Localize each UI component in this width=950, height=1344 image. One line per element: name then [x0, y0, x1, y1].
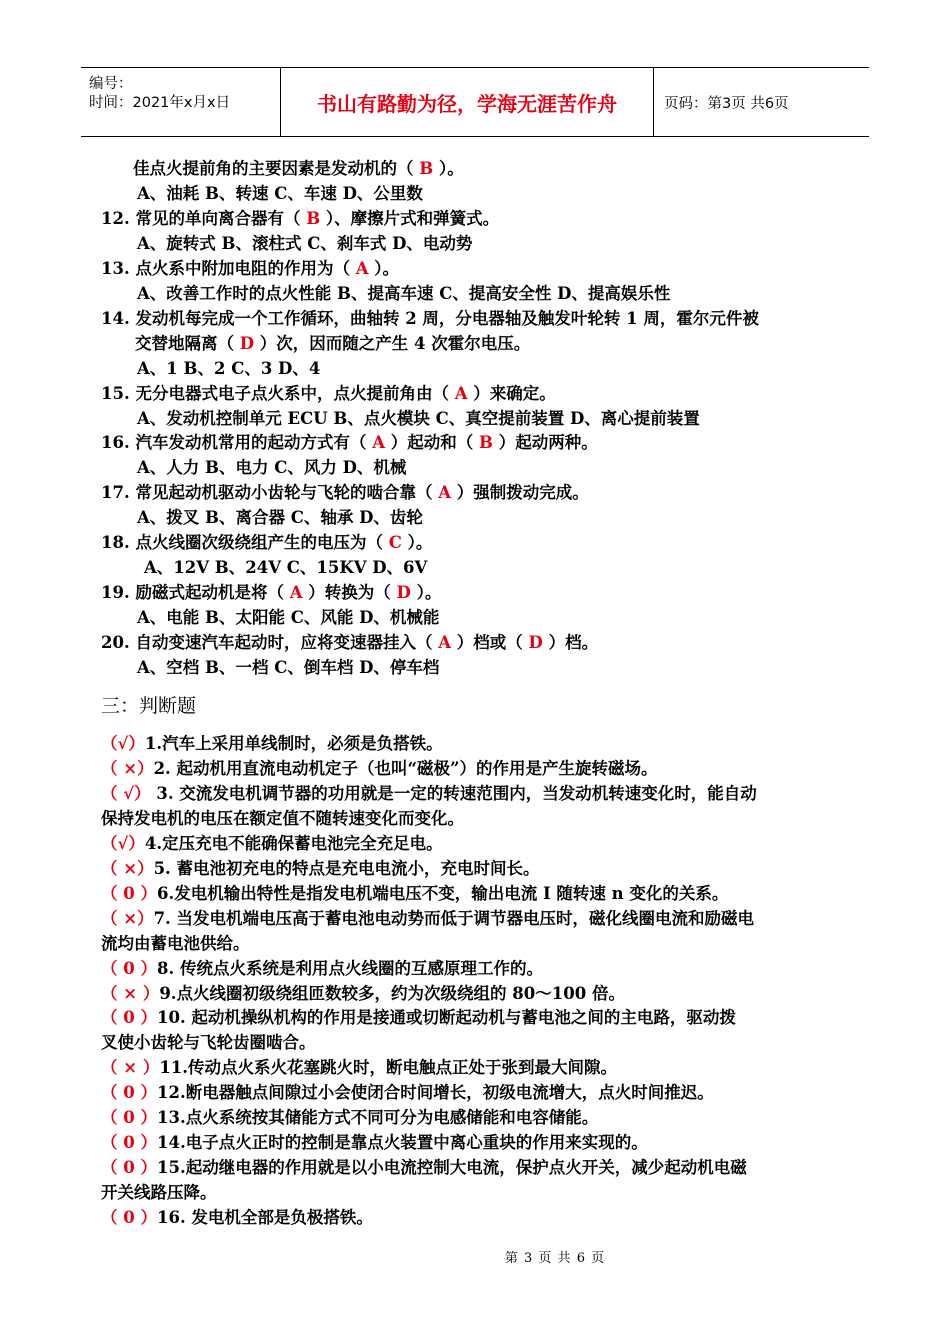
answer-letter: A: [289, 583, 303, 603]
question-text: 15. 无分电器式电子点火系中，点火提前角由（: [101, 383, 455, 403]
judgment-line: [101, 1157, 747, 1179]
question-text: ）。: [368, 258, 400, 278]
judgment-line: [101, 983, 625, 1005]
question-line: [101, 482, 589, 504]
question-line: [101, 383, 556, 405]
judgment-mark: （ 0 ）: [101, 883, 157, 903]
judgment-mark: （√）: [101, 833, 145, 853]
judgment-line: [101, 808, 464, 830]
judgment-text: 8. 传统点火系统是利用点火线圈的互感原理工作的。: [156, 958, 543, 978]
answer-letter: A: [454, 383, 468, 403]
question-text: ）。: [401, 533, 433, 553]
question-text: 16. 汽车发动机常用的起动方式有（: [101, 433, 373, 453]
answer-letter: A: [372, 433, 386, 453]
question-text: ）档或（: [451, 633, 529, 653]
question-line: [137, 607, 439, 629]
judgment-text: 开关线路压降。: [101, 1183, 217, 1203]
question-text: ）。: [410, 583, 442, 603]
header-page-code: 页码：第3页 共6页: [664, 95, 789, 112]
page-footer: [0, 1247, 950, 1266]
question-text: A、改善工作时的点火性能 B、提高车速 C、提高安全性 D、提高娱乐性: [137, 283, 671, 303]
question-line: [101, 208, 499, 230]
judgment-line: [101, 1032, 316, 1054]
judgment-text: 叉使小齿轮与飞轮齿圈啮合。: [101, 1033, 316, 1053]
judgment-text: 2. 起动机用直流电动机定子（也叫“磁极”）的作用是产生旋转磁场。: [153, 758, 658, 778]
time-label: 时间：2021年x月x日: [89, 95, 231, 111]
question-text: 19. 励磁式起动机是将（: [101, 583, 290, 603]
judgment-mark: （ √）: [101, 783, 151, 803]
question-line: [101, 258, 399, 280]
judgment-text: 6.发电机输出特性是指发电机端电压不变，输出电流 I 随转速 n 变化的关系。: [156, 883, 729, 903]
question-line: [144, 557, 427, 579]
question-line: [135, 333, 530, 355]
question-text: 14. 发动机每完成一个工作循环，曲轴转 2 周，分电器轴及触发叶轮转 1 周，霍尔元件被: [101, 308, 759, 328]
judgment-text: 1.汽车上采用单线制时，必须是负搭铁。: [144, 734, 443, 753]
judgment-line: [101, 858, 540, 880]
question-line: [137, 283, 670, 305]
question-text: ）档。: [542, 633, 599, 653]
judgment-line: [101, 1107, 598, 1129]
question-text: ）强制拨动完成。: [451, 483, 589, 503]
judgment-mark: （ × ）: [101, 1058, 160, 1078]
header-info-cell: [81, 68, 281, 136]
answer-letter: D: [396, 583, 411, 603]
judgment-mark: （ 0 ）: [101, 1108, 157, 1128]
document-header: [81, 67, 869, 137]
question-line: [137, 183, 423, 205]
question-text: 12. 常见的单向离合器有（: [101, 208, 307, 228]
question-text: A、发动机控制单元 ECU B、点火模块 C、真空提前装置 D、离心提前装置: [137, 408, 700, 428]
judgment-text: 3. 交流发电机调节器的功用就是一定的转速范围内，当发动机转速变化时，能自动: [150, 783, 757, 803]
question-line: [101, 632, 598, 654]
question-text: ）起动两种。: [492, 433, 598, 453]
question-text: ）转换为（: [302, 583, 397, 603]
judgment-text: 13.点火系统按其储能方式不同可分为电感储能和电容储能。: [156, 1108, 599, 1128]
question-text: 13. 点火系中附加电阻的作用为（: [101, 258, 356, 278]
judgment-mark: （ ×）: [101, 858, 154, 878]
judgment-mark: （ 0 ）: [101, 1158, 157, 1178]
judgment-line: [101, 1207, 373, 1229]
answer-letter: B: [479, 433, 493, 453]
judgment-line: [101, 1182, 217, 1204]
answer-letter: A: [355, 258, 369, 278]
question-line: [137, 657, 439, 679]
question-text: ）、摩擦片式和弹簧式。: [320, 208, 500, 228]
judgment-mark: （ 0 ）: [101, 1083, 157, 1103]
question-text: A、人力 B、电力 C、风力 D、机械: [137, 458, 407, 478]
judgment-text: 11.传动点火系火花塞跳火时，断电触点正处于张到最大间隙。: [159, 1058, 618, 1078]
judgment-mark: （√）: [101, 734, 145, 753]
judgment-line: [101, 1057, 617, 1079]
question-line: [101, 532, 432, 554]
answer-letter: C: [388, 533, 402, 553]
question-text: A、空档 B、一档 C、倒车档 D、停车档: [137, 658, 440, 677]
question-text: 18. 点火线圈次级绕组产生的电压为（: [101, 533, 389, 553]
question-text: A、12V B、24V C、15KV D、6V: [144, 558, 428, 578]
answer-letter: D: [528, 633, 543, 653]
question-line: [137, 233, 472, 255]
answer-letter: B: [306, 208, 321, 228]
answer-letter: A: [438, 633, 452, 653]
section-title: 三：判断题: [101, 695, 197, 717]
question-text: A、旋转式 B、滚柱式 C、刹车式 D、电动势: [137, 233, 473, 253]
judgment-text: 7. 当发电机端电压高于蓄电池电动势而低于调节器电压时，磁化线圈电流和励磁电: [153, 908, 755, 928]
judgment-text: 12.断电器触点间隙过小会使闭合时间增长，初级电流增大，点火时间推迟。: [156, 1083, 714, 1103]
question-text: A、电能 B、太阳能 C、风能 D、机械能: [137, 608, 440, 628]
header-motto: 书山有路勤为径，学海无涯苦作舟: [281, 68, 654, 136]
question-line: [101, 432, 598, 454]
question-line: [133, 158, 464, 180]
judgment-line: [101, 758, 658, 780]
judgment-line: [101, 833, 443, 855]
judgment-mark: （ ×）: [101, 908, 154, 928]
judgment-text: 5. 蓄电池初充电的特点是充电电流小，充电时间长。: [153, 858, 540, 878]
question-line: [101, 582, 441, 604]
judgment-mark: （ 0 ）: [101, 1133, 157, 1153]
judgment-text: 15.起动继电器的作用就是以小电流控制大电流，保护点火开关，减少起动机电磁: [156, 1158, 747, 1178]
question-text: ）次，因而随之产生 4 次霍尔电压。: [254, 333, 531, 353]
judgment-text: 14.电子点火正时的控制是靠点火装置中离心重块的作用来实现的。: [156, 1133, 648, 1153]
judgment-text: 4.定压充电不能确保蓄电池完全充足电。: [144, 833, 443, 853]
answer-letter: D: [239, 333, 255, 353]
question-line: [101, 308, 759, 330]
judgment-mark: （ 0 ）: [101, 958, 157, 978]
judgment-line: [101, 908, 754, 930]
question-line: [137, 507, 423, 529]
question-text: ）起动和（: [385, 433, 480, 453]
judgment-text: 16. 发电机全部是负极搭铁。: [156, 1208, 373, 1228]
question-text: A、油耗 B、转速 C、车速 D、公里数: [137, 183, 423, 203]
number-label: 编号：: [89, 76, 133, 92]
judgment-line: [101, 1132, 648, 1154]
question-text: 17. 常见起动机驱动小齿轮与飞轮的啮合靠（: [101, 483, 439, 503]
answer-letter: A: [438, 483, 452, 503]
judgment-text: 流均由蓄电池供给。: [101, 933, 250, 953]
judgment-mark: （ 0 ）: [101, 1208, 157, 1228]
question-text: ）。: [433, 159, 464, 178]
judgment-text: 9.点火线圈初级绕组匝数较多，约为次级绕组的 80～100 倍。: [159, 983, 625, 1003]
judgment-line: [101, 733, 443, 755]
question-line: [137, 358, 320, 380]
footer-text: 第 3 页 共 6 页: [504, 1251, 606, 1266]
judgment-line: [101, 1007, 736, 1029]
question-text: ）来确定。: [467, 383, 556, 403]
judgment-line: [101, 933, 250, 955]
question-text: 20. 自动变速汽车起动时，应将变速器挂入（: [101, 633, 439, 653]
question-text: A、1 B、2 C、3 D、4: [137, 358, 321, 378]
judgment-line: [101, 958, 543, 980]
judgment-mark: （ × ）: [101, 983, 160, 1003]
judgment-mark: （ ×）: [101, 758, 154, 778]
judgment-line: [101, 883, 728, 905]
judgment-mark: （ 0 ）: [101, 1008, 157, 1028]
question-text: A、拨叉 B、离合器 C、轴承 D、齿轮: [137, 508, 423, 528]
question-text: 佳点火提前角的主要因素是发动机的（: [133, 159, 420, 178]
question-text: 交替地隔离（: [135, 333, 240, 353]
question-line: [137, 408, 700, 430]
judgment-text: 10. 起动机操纵机构的作用是接通或切断起动机与蓄电池之间的主电路，驱动拨: [156, 1008, 736, 1028]
judgment-line: [101, 783, 757, 805]
answer-letter: B: [419, 159, 434, 178]
question-line: [137, 457, 406, 479]
judgment-line: [101, 1082, 714, 1104]
judgment-text: 保持发电机的电压在额定值不随转速变化而变化。: [101, 808, 464, 828]
